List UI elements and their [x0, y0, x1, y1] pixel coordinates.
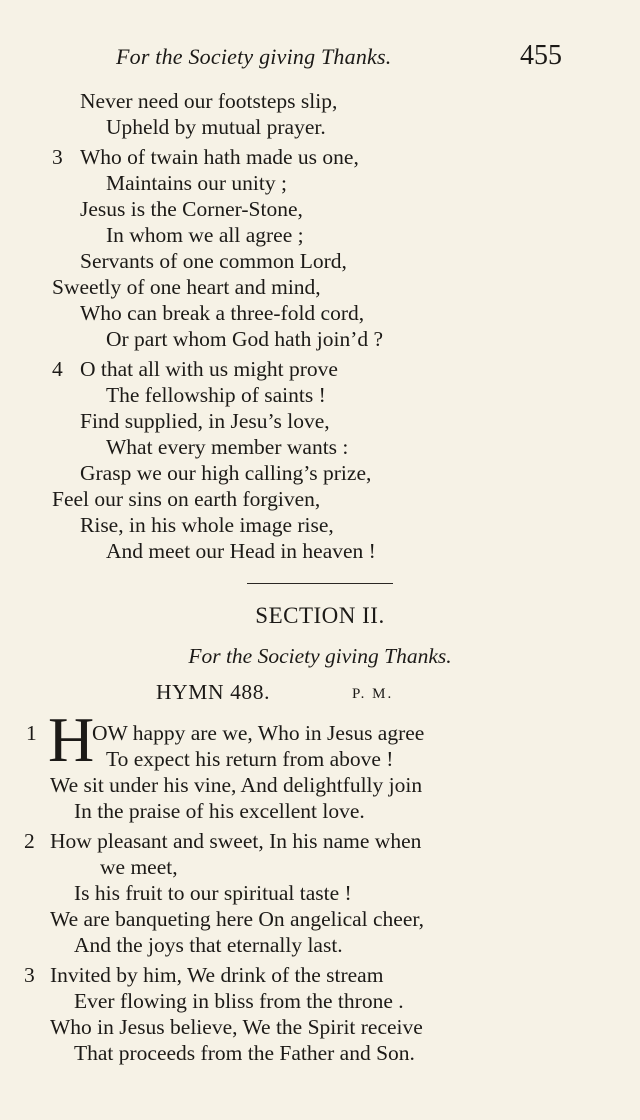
verse-line: In whom we all agree ; [106, 223, 304, 247]
stanza-number: 4 [52, 357, 63, 381]
section-heading: SECTION II. [255, 603, 385, 628]
section-subtitle: For the Society giving Thanks. [188, 644, 452, 668]
verse-line: Never need our footsteps slip, [80, 89, 338, 113]
verse-line: Rise, in his whole image rise, [80, 513, 334, 537]
verse-line: What every member wants : [106, 435, 349, 459]
verse-line: Maintains our unity ; [106, 171, 287, 195]
drop-cap: H [48, 704, 95, 775]
verse-line: That proceeds from the Father and Son. [74, 1041, 415, 1065]
verse-line: Find supplied, in Jesu’s love, [80, 409, 330, 433]
verse-line: Who of twain hath made us one, [80, 145, 359, 169]
verse-line: In the praise of his excellent love. [74, 799, 365, 823]
running-head [0, 40, 640, 76]
verse-line: Upheld by mutual prayer. [106, 115, 326, 139]
verse-line: How pleasant and sweet, In his name when [50, 829, 422, 853]
verse-line: Sweetly of one heart and mind, [52, 275, 321, 299]
verse-line: Servants of one common Lord, [80, 249, 347, 273]
verse-line: O that all with us might prove [80, 357, 338, 381]
verse-line: Invited by him, We drink of the stream [50, 963, 384, 987]
verse-line: OW happy are we, Who in Jesus agree [92, 721, 425, 745]
running-head-title: For the Society giving Thanks. [116, 44, 392, 69]
verse-line: The fellowship of saints ! [106, 383, 326, 407]
hymn-title: HYMN 488. [156, 680, 271, 704]
stanza-number: 1 [26, 721, 37, 745]
verse-line: Is his fruit to our spiritual taste ! [74, 881, 352, 905]
page-number: 455 [520, 40, 562, 71]
verse-line: Feel our sins on earth forgiven, [52, 487, 321, 511]
stanza-number: 3 [24, 963, 35, 987]
stanza-number: 2 [24, 829, 35, 853]
hymn-meter: P. M. [352, 686, 394, 702]
verse-line: Who in Jesus believe, We the Spirit receive [50, 1015, 423, 1039]
verse-line: And meet our Head in heaven ! [106, 539, 376, 563]
verse-line: And the joys that eternally last. [74, 933, 343, 957]
verse-line: Or part whom God hath join’d ? [106, 327, 384, 351]
verse-line: To expect his return from above ! [106, 747, 394, 771]
verse-line: Grasp we our high calling’s prize, [80, 461, 372, 485]
verse-line: Who can break a three-fold cord, [80, 301, 365, 325]
verse-line: We are banqueting here On angelical cheer, [50, 907, 425, 931]
verse-line: We sit under his vine, And delightfully join [50, 773, 423, 797]
section-divider [247, 583, 393, 584]
stanza-number: 3 [52, 145, 63, 169]
verse-line: we meet, [100, 855, 178, 879]
verse-line: Ever flowing in bliss from the throne . [74, 989, 404, 1013]
verse-line: Jesus is the Corner-Stone, [80, 197, 303, 221]
